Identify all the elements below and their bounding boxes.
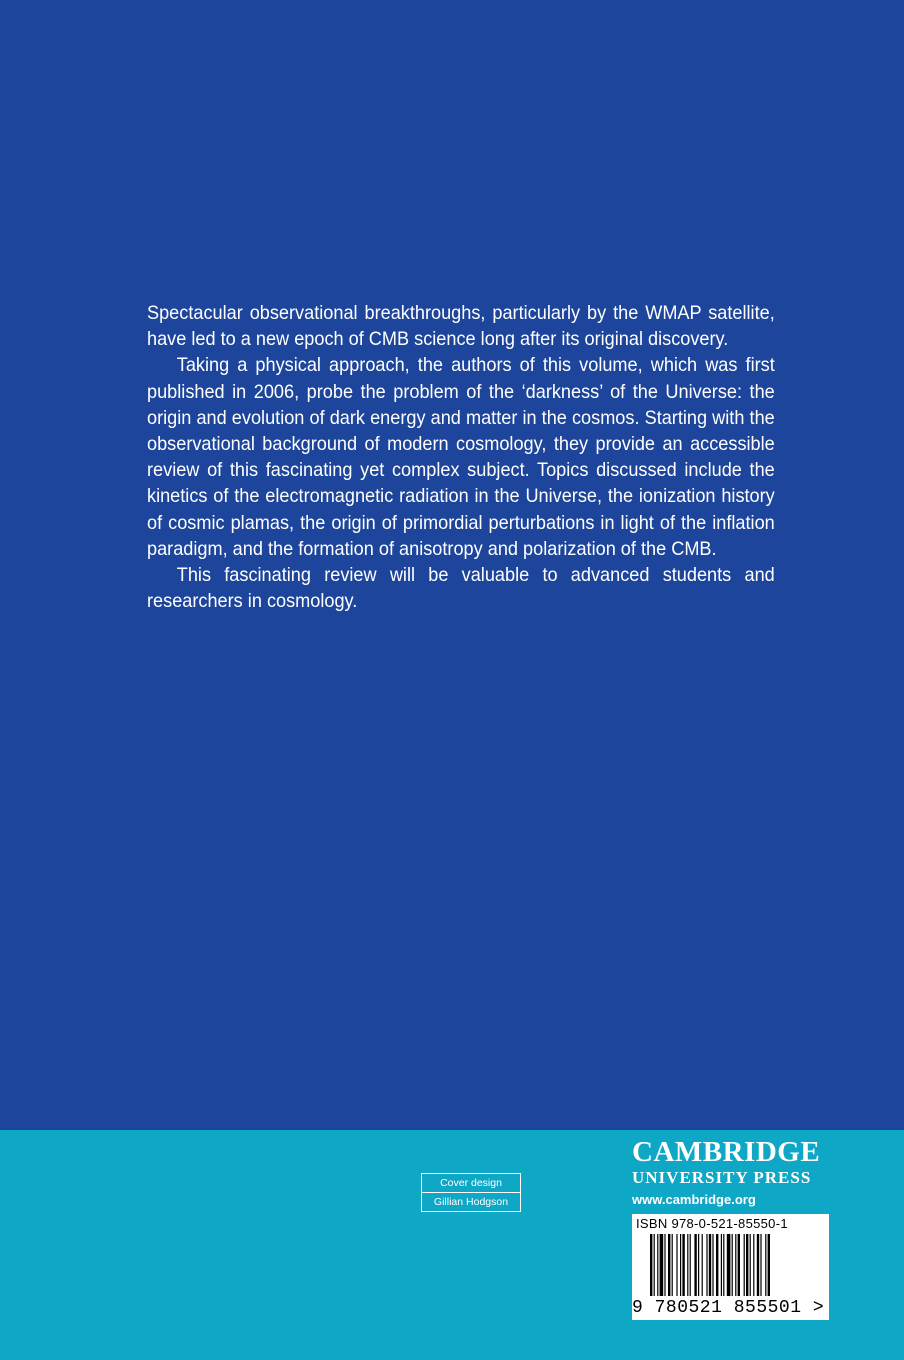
- barcode-bar: [654, 1234, 655, 1296]
- barcode-bar: [680, 1234, 681, 1296]
- barcode-bar: [660, 1234, 664, 1296]
- barcode-bar: [750, 1234, 751, 1296]
- barcode-bar: [702, 1234, 703, 1296]
- barcode-icon: [632, 1234, 829, 1298]
- barcode-bar: [657, 1234, 658, 1296]
- barcode-bar: [668, 1234, 670, 1296]
- back-cover-blurb: [147, 300, 775, 614]
- blurb-paragraph-3: This fascinating review will be valuable to advanced students and researchers in cosmology.: [147, 564, 775, 613]
- barcode-bar: [732, 1234, 733, 1296]
- barcode-bar: [694, 1234, 696, 1296]
- barcode-bar: [664, 1234, 665, 1296]
- barcode-bar: [709, 1234, 711, 1296]
- barcode-bar: [687, 1234, 688, 1296]
- cover-design-credit: [421, 1173, 521, 1212]
- barcode-bar: [672, 1234, 673, 1296]
- publisher-press: UNIVERSITY PRESS: [632, 1168, 812, 1187]
- barcode-bar: [768, 1234, 770, 1296]
- publisher-url: www.cambridge.org: [632, 1192, 756, 1207]
- barcode-bar: [690, 1234, 691, 1296]
- barcode-bar: [765, 1234, 766, 1296]
- barcode-bar: [676, 1234, 677, 1296]
- publisher-logo: [632, 1136, 832, 1207]
- barcode-bar: [650, 1234, 652, 1296]
- isbn-text: ISBN 978-0-521-85550-1: [636, 1216, 788, 1231]
- barcode-bar: [744, 1234, 745, 1296]
- barcode-bar: [738, 1234, 740, 1296]
- barcode-bar: [712, 1234, 713, 1296]
- barcode-bar: [757, 1234, 759, 1296]
- credit-name: Gillian Hodgson: [422, 1192, 520, 1211]
- credit-label: Cover design: [440, 1177, 502, 1189]
- publisher-name: CAMBRIDGE: [632, 1136, 821, 1168]
- barcode-digits: 9 780521 855501 >: [632, 1298, 825, 1318]
- barcode-bar: [735, 1234, 736, 1296]
- barcode-bar: [682, 1234, 684, 1296]
- barcode-bar: [727, 1234, 731, 1296]
- barcode-panel: [632, 1214, 829, 1320]
- barcode-bar: [760, 1234, 761, 1296]
- barcode-bar: [706, 1234, 707, 1296]
- blurb-paragraph-2: Taking a physical approach, the authors of this volume, which was first published in 2006, probe the problem of the ‘darkness’ of the Universe: the origin and evolution of dark energy and matter in the cosmos. Starting with the observational background of modern cosmology, they provide an accessible review of this fascinating yet complex subject. Topics discussed include the kinetics of the electromagnetic radiation in the Universe, the ionization history of cosmic plamas, the origin of primordial perturbations in light of the inflation paradigm, and the formation of anisotropy and polarization of the CMB.: [147, 354, 775, 560]
- barcode-bar: [721, 1234, 722, 1296]
- barcode-bar: [746, 1234, 748, 1296]
- barcode-bar: [723, 1234, 724, 1296]
- barcode-bar: [753, 1234, 754, 1296]
- blurb-paragraph-1: Spectacular observational breakthroughs, particularly by the WMAP satellite, have led to a new epoch of CMB science long after its original discovery.: [147, 302, 775, 351]
- barcode-bar: [716, 1234, 718, 1296]
- barcode-bar: [698, 1234, 699, 1296]
